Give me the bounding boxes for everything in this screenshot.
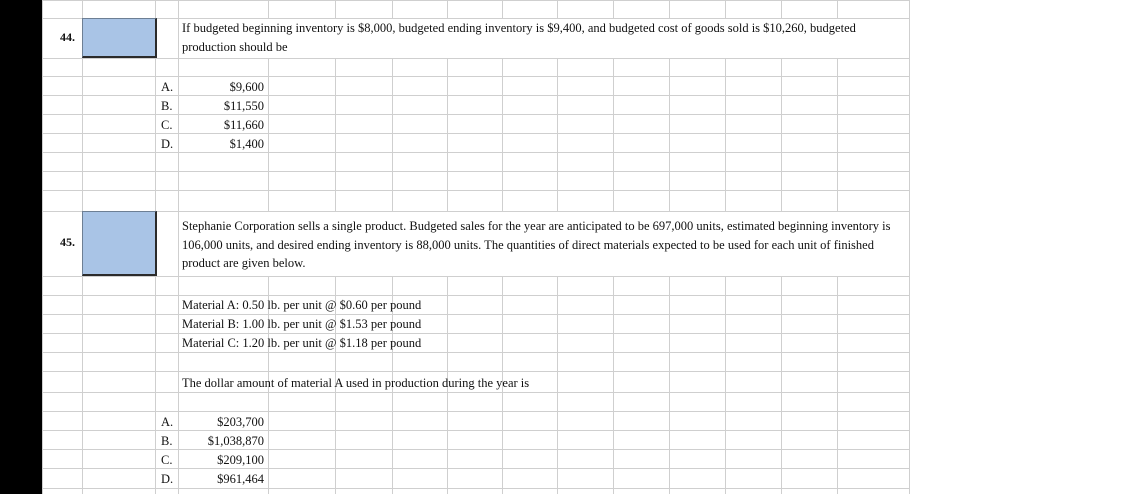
choice-value: $961,464 <box>217 472 264 486</box>
choice-value: $209,100 <box>217 453 264 467</box>
choice-value: $11,660 <box>223 118 264 132</box>
question-prompt: The dollar amount of material A used in production during the year is <box>182 376 530 390</box>
choice-letter: D. <box>161 137 174 151</box>
question-text: Stephanie Corporation sells a single product. Budgeted sales for the year are anticipated to be 697,000 units, estimated beginning inventory is 106,000 units, and desired ending inventory is 88,000 units. The quantities of direct materials expected to be used for each unit of finished product are given below. <box>182 219 891 270</box>
spreadsheet <box>42 0 910 494</box>
answer-box-45[interactable] <box>82 211 157 276</box>
choice-letter: A. <box>161 80 174 94</box>
choice-letter: B. <box>161 99 173 113</box>
choice-value: $1,038,870 <box>207 434 264 448</box>
question-number: 45. <box>60 235 75 249</box>
left-margin-bar <box>0 0 42 494</box>
question-number: 44. <box>60 30 75 44</box>
choice-letter: C. <box>161 453 173 467</box>
material-line: Material B: 1.00 lb. per unit @ $1.53 per pound <box>182 317 422 331</box>
material-line: Material A: 0.50 lb. per unit @ $0.60 per pound <box>182 298 422 312</box>
answer-box-44[interactable] <box>82 18 157 58</box>
choice-letter: A. <box>161 415 174 429</box>
choice-letter: B. <box>161 434 173 448</box>
choice-value: $11,550 <box>223 99 264 113</box>
choice-value: $1,400 <box>229 137 264 151</box>
question-text: If budgeted beginning inventory is $8,000, budgeted ending inventory is $9,400, and budgeted cost of goods sold is $10,260, budgeted production should be <box>182 21 856 54</box>
choice-value: $203,700 <box>217 415 264 429</box>
choice-letter: D. <box>161 472 174 486</box>
material-line: Material C: 1.20 lb. per unit @ $1.18 per pound <box>182 336 422 350</box>
choice-value: $9,600 <box>229 80 264 94</box>
choice-letter: C. <box>161 118 173 132</box>
